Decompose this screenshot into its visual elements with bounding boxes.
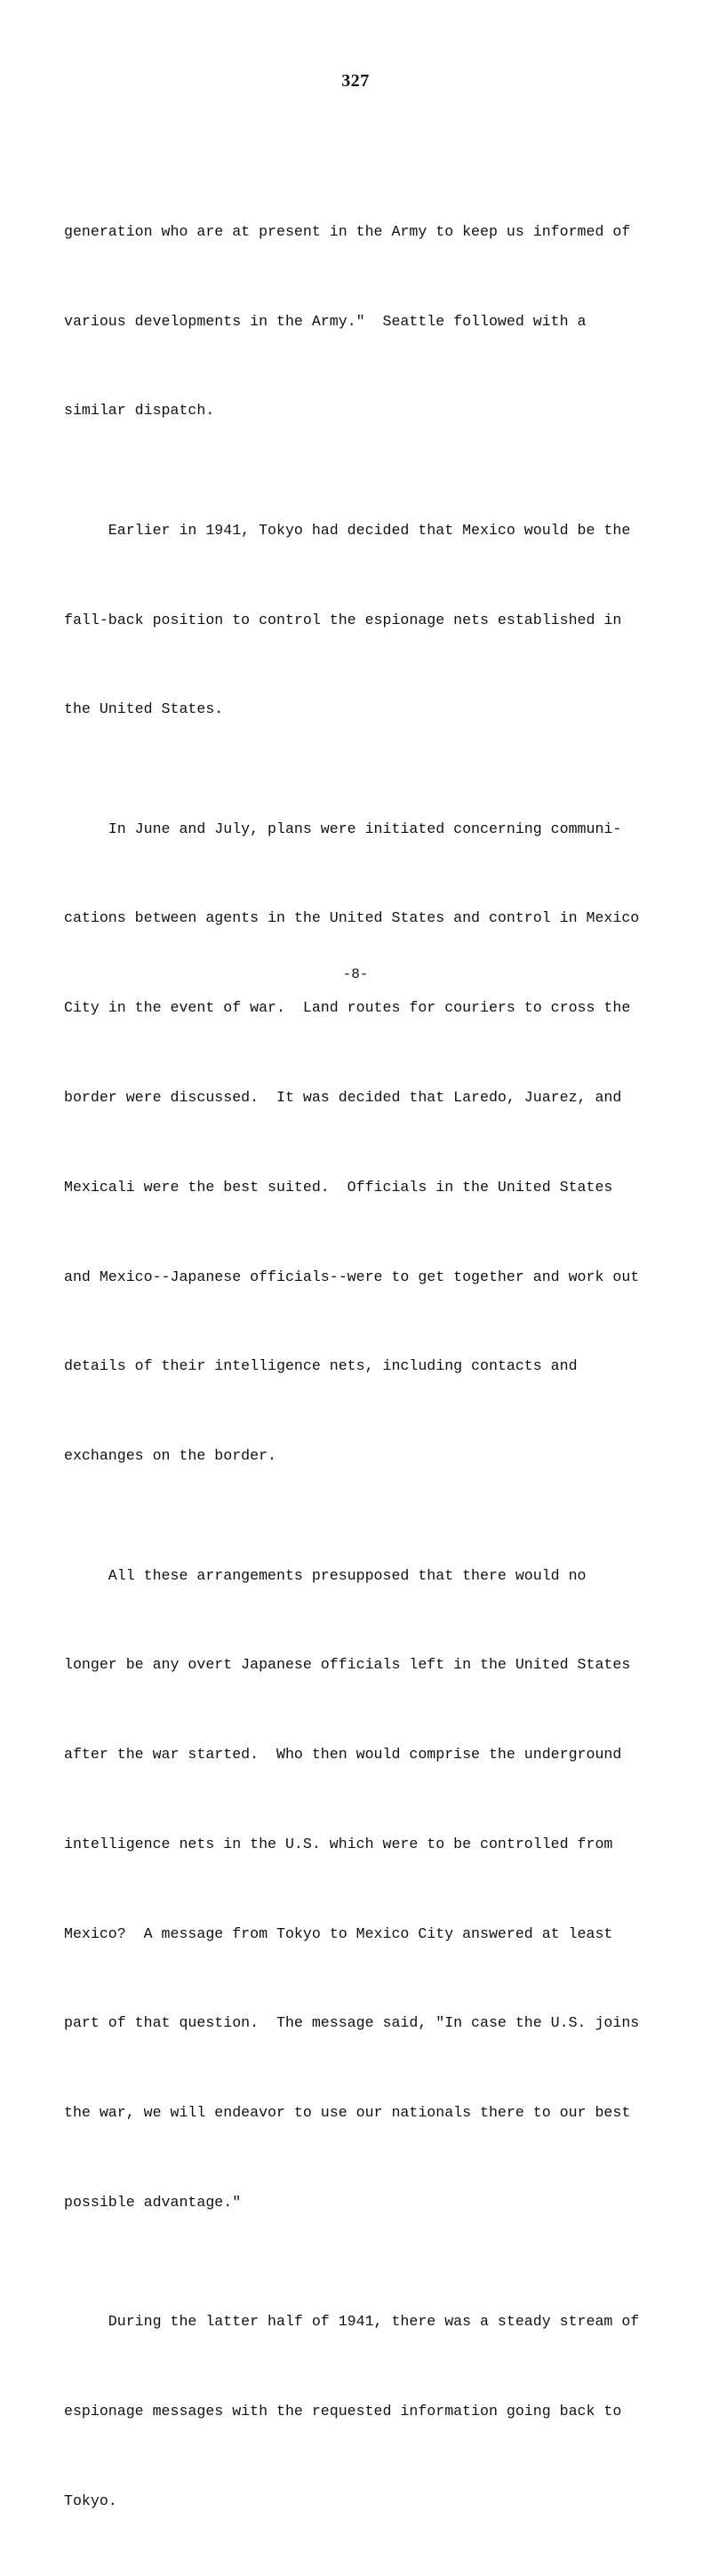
text-line: fall-back position to control the espionage nets established in (64, 611, 622, 628)
body-text (64, 127, 668, 2576)
text-line: Mexicali were the best suited. Officials in the United States (64, 1178, 613, 1196)
text-line: espionage messages with the requested information going back to (64, 2403, 622, 2420)
text-line: the United States. (64, 700, 224, 718)
archive-page-number: 327 (341, 71, 370, 91)
text-line: During the latter half of 1941, there was a steady stream of (64, 2313, 640, 2331)
text-line: generation who are at present in the Army to keep us informed of (64, 222, 631, 240)
text-line: Earlier in 1941, Tokyo had decided that Mexico would be the (64, 521, 631, 539)
text-line: All these arrangements presupposed that there would no (64, 1566, 587, 1584)
text-line: cations between agents in the United States and control in Mexico (64, 909, 640, 927)
document-page-number: -8- (342, 966, 369, 982)
text-line: intelligence nets in the U.S. which were to be controlled from (64, 1835, 613, 1852)
text-line: Mexico? A message from Tokyo to Mexico City answered at least (64, 1924, 613, 1942)
text-line: after the war started. Who then would comprise the underground (64, 1746, 622, 1764)
text-line: part of that question. The message said, "In case the U.S. joins (64, 2014, 640, 2032)
text-line: the war, we will endeavor to use our nationals there to our best (64, 2104, 631, 2122)
text-line: exchanges on the border. (64, 1447, 276, 1465)
text-line: City in the event of war. Land routes for couriers to cross the (64, 999, 631, 1017)
text-line: similar dispatch. (64, 402, 215, 420)
text-line: In June and July, plans were initiated concerning communi- (64, 820, 622, 837)
text-line: various developments in the Army." Seattle followed with a (64, 312, 587, 330)
text-line: longer be any overt Japanese officials left in the United States (64, 1656, 631, 1674)
text-line: Tokyo. (64, 2492, 117, 2509)
text-line: border were discussed. It was decided that Laredo, Juarez, and (64, 1089, 622, 1106)
text-line: possible advantage." (64, 2193, 242, 2211)
text-line: details of their intelligence nets, including contacts and (64, 1357, 578, 1375)
text-line: and Mexico--Japanese officials--were to get together and work out (64, 1268, 640, 1285)
